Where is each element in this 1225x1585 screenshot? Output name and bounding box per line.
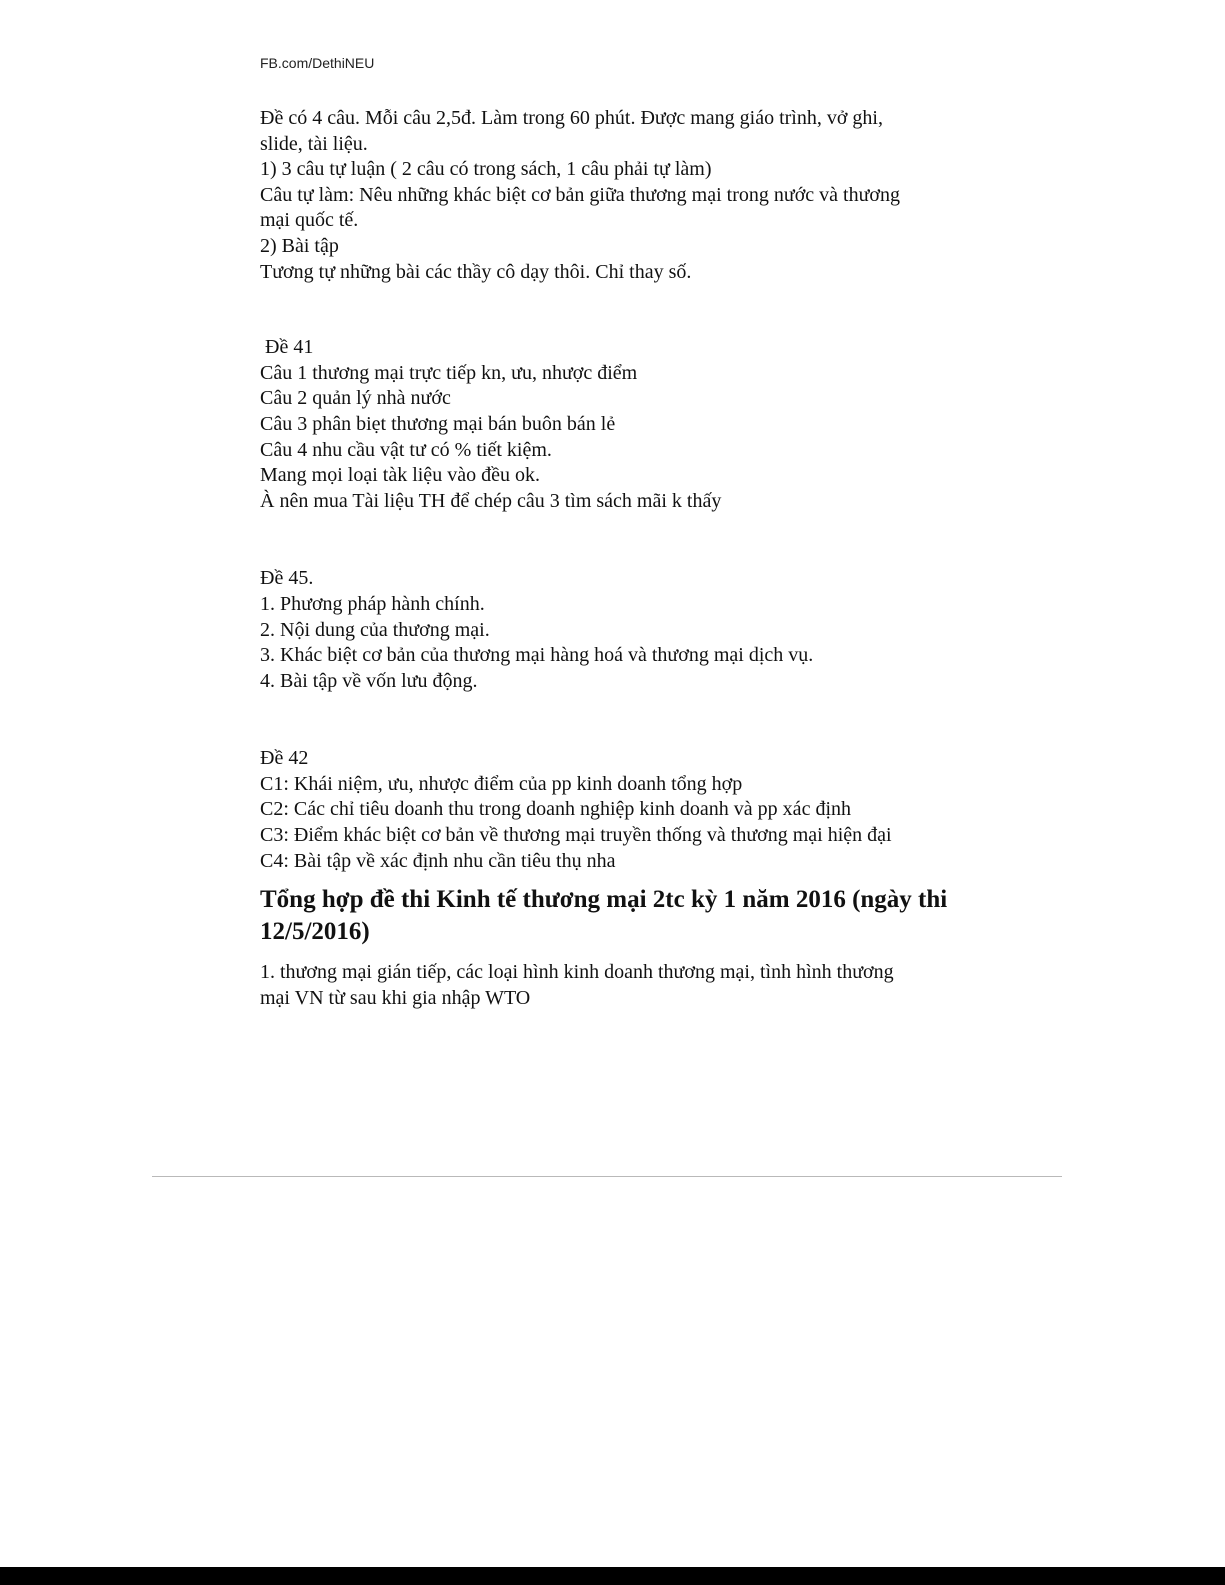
intro-section (260, 106, 980, 285)
de45-item: 3. Khác biệt cơ bản của thương mại hàng hoá và thương mại dịch vụ. (260, 644, 814, 667)
de42-section (260, 746, 980, 874)
de42-item: C3: Điểm khác biệt cơ bản về thương mại truyền thống và thương mại hiện đại (260, 824, 892, 847)
de45-item: 1. Phương pháp hành chính. (260, 592, 485, 615)
de41-section (260, 335, 980, 514)
intro-line-1: Đề có 4 câu. Mỗi câu 2,5đ. Làm trong 60 phút. Được mang giáo trình, vở ghi, (260, 107, 883, 129)
de42-item: C4: Bài tập về xác định nhu cần tiêu thụ nha (260, 849, 616, 872)
de42-title: Đề 42 (260, 747, 309, 770)
de41-item: À nên mua Tài liệu TH để chép câu 3 tìm sách mãi k thấy (260, 489, 722, 512)
summary-heading: Tổng hợp đề thi Kinh tế thương mại 2tc kỳ 1 năm 2016 (ngày thi 12/5/2016) (260, 886, 948, 946)
bottom-edge-bar (0, 1567, 1225, 1585)
de41-title: Đề 41 (265, 336, 314, 359)
de45-title: Đề 45. (260, 567, 314, 590)
intro-line-6: 2) Bài tập (260, 234, 339, 257)
intro-line-4: Câu tự làm: Nêu những khác biệt cơ bản giữa thương mại trong nước và thương (260, 183, 900, 206)
de42-item: C1: Khái niệm, ưu, nhược điểm của pp kinh doanh tổng hợp (260, 772, 743, 795)
de41-item: Câu 1 thương mại trực tiếp kn, ưu, nhược điểm (260, 361, 638, 384)
intro-line-5: mại quốc tế. (260, 209, 359, 232)
summary-line-2: mại VN từ sau khi gia nhập WTO (260, 986, 531, 1009)
intro-line-2: slide, tài liệu. (260, 132, 368, 155)
de45-section (260, 566, 980, 694)
de41-item: Mang mọi loại tàk liệu vào đều ok. (260, 464, 540, 487)
intro-line-3: 1) 3 câu tự luận ( 2 câu có trong sách, 1 câu phải tự làm) (260, 158, 712, 181)
summary-line-1: 1. thương mại gián tiếp, các loại hình kinh doanh thương mại, tình hình thương (260, 961, 894, 984)
de45-item: 4. Bài tập về vốn lưu động. (260, 669, 478, 692)
summary-section (260, 960, 980, 1011)
de41-item: Câu 2 quản lý nhà nước (260, 387, 451, 410)
document-body (260, 106, 980, 1011)
de42-item: C2: Các chỉ tiêu doanh thu trong doanh nghiệp kinh doanh và pp xác định (260, 798, 851, 821)
de41-item: Câu 3 phân biẹt thương mại bán buôn bán lẻ (260, 412, 616, 435)
page-divider (152, 1176, 1062, 1177)
intro-line-7: Tương tự những bài các thầy cô dạy thôi. Chỉ thay số. (260, 260, 692, 283)
page-header-source: FB.com/DethiNEU (260, 55, 375, 71)
de45-item: 2. Nội dung của thương mại. (260, 618, 490, 641)
de41-item: Câu 4 nhu cầu vật tư có % tiết kiệm. (260, 438, 552, 461)
